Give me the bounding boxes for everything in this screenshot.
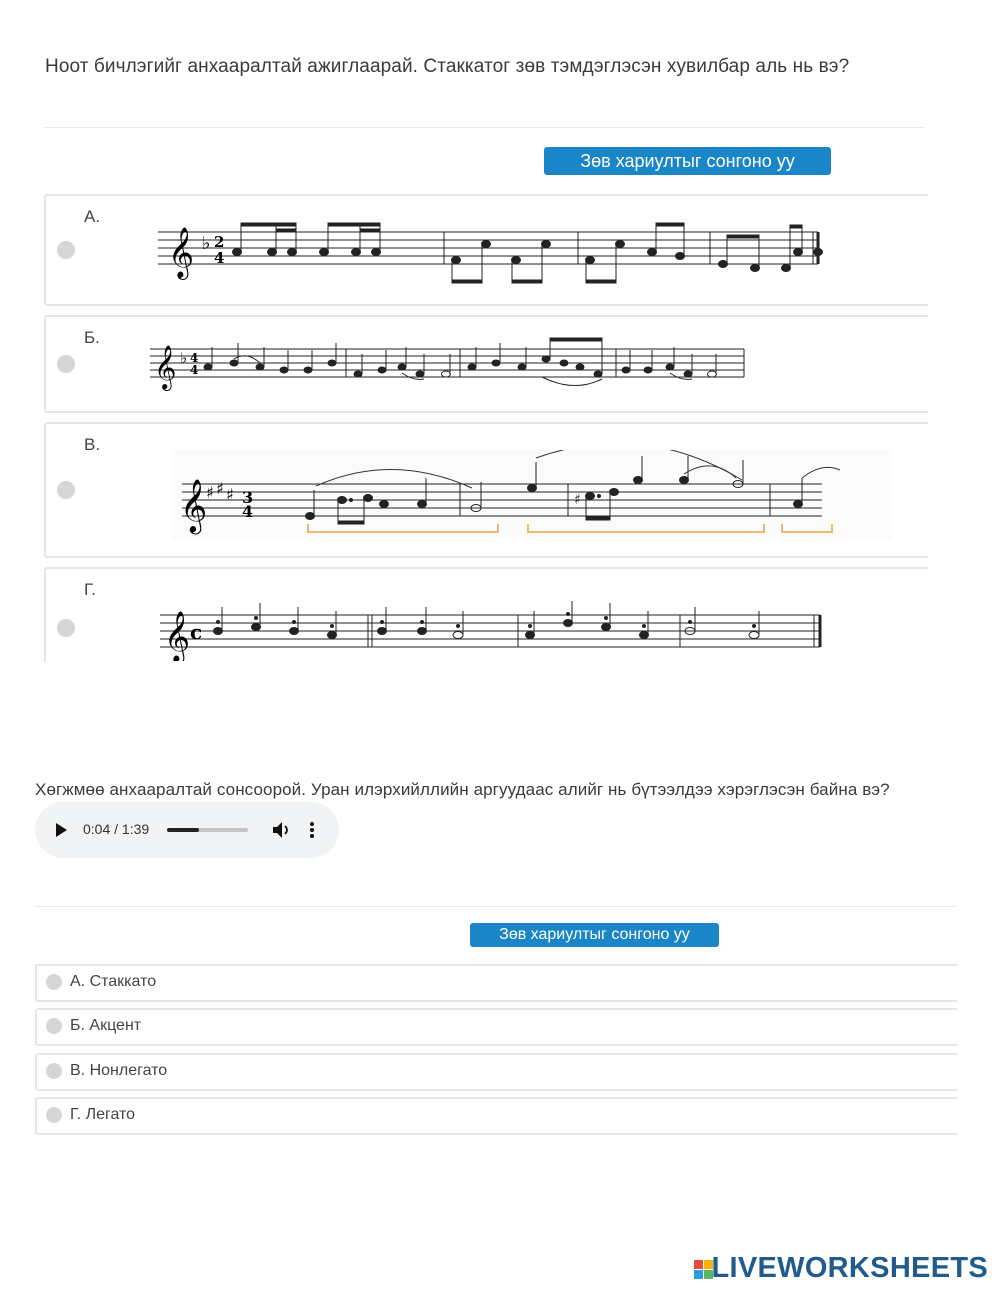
svg-text:♯: ♯ <box>226 485 234 504</box>
answer-a-radio[interactable] <box>46 974 62 990</box>
option-v-card[interactable] <box>44 422 928 558</box>
svg-text:4: 4 <box>190 363 199 377</box>
audio-player[interactable] <box>35 802 339 858</box>
answer-option-b[interactable] <box>35 1008 957 1046</box>
answer-option-a[interactable] <box>35 964 957 1002</box>
svg-text:𝄞: 𝄞 <box>154 345 177 389</box>
svg-text:2: 2 <box>214 233 225 251</box>
svg-text:3: 3 <box>242 488 254 507</box>
svg-text:𝄞: 𝄞 <box>180 478 208 532</box>
svg-text:♯: ♯ <box>574 492 581 508</box>
answer-v-label: В. Нонлегато <box>70 1062 168 1079</box>
option-b-letter: Б. <box>84 328 100 347</box>
svg-text:𝄞: 𝄞 <box>168 227 195 278</box>
more-options-icon[interactable] <box>309 821 315 839</box>
option-g-card[interactable] <box>44 567 928 663</box>
liveworksheets-logo[interactable]: LIVEWORKSHEETS <box>711 1252 988 1284</box>
option-b-radio[interactable] <box>57 355 75 373</box>
option-a-notation <box>158 218 878 288</box>
svg-text:𝄞: 𝄞 <box>164 611 191 661</box>
option-g-radio[interactable] <box>57 619 75 637</box>
answer-b-label: Б. Акцент <box>70 1017 142 1034</box>
answer-g-label: Г. Легато <box>70 1106 136 1123</box>
answer-option-v[interactable] <box>35 1053 957 1091</box>
audio-time: 0:04 / 1:39 <box>83 821 150 837</box>
svg-text:4: 4 <box>190 351 199 365</box>
option-a-letter: А. <box>84 207 101 226</box>
answer-v-radio[interactable] <box>46 1063 62 1079</box>
svg-text:c: c <box>190 620 203 644</box>
option-v-notation <box>172 450 892 540</box>
svg-text:4: 4 <box>214 249 225 267</box>
svg-text:4: 4 <box>242 502 254 521</box>
option-b-card[interactable] <box>44 315 928 413</box>
svg-text:♯: ♯ <box>216 479 224 498</box>
option-v-letter: В. <box>84 435 101 454</box>
answer-option-g[interactable] <box>35 1097 957 1135</box>
option-v-radio[interactable] <box>57 481 75 499</box>
answer-g-radio[interactable] <box>46 1107 62 1123</box>
audio-progress-fill <box>167 828 199 832</box>
answer-b-radio[interactable] <box>46 1018 62 1034</box>
option-a-radio[interactable] <box>57 241 75 259</box>
play-icon[interactable] <box>55 823 67 837</box>
answer-a-label: А. Стаккато <box>70 973 157 990</box>
option-b-notation <box>150 337 750 397</box>
option-a-card[interactable] <box>44 194 928 306</box>
svg-text:♭: ♭ <box>202 233 211 254</box>
svg-text:♯: ♯ <box>206 483 214 502</box>
divider <box>45 127 925 128</box>
audio-progress-track[interactable] <box>167 828 248 832</box>
volume-icon[interactable] <box>272 821 290 839</box>
divider-2 <box>35 906 955 907</box>
select-answer-button-2[interactable]: Зөв хариултыг сонгоно уу <box>470 923 719 947</box>
select-answer-button-1[interactable]: Зөв хариултыг сонгоно уу <box>544 147 831 175</box>
option-g-notation <box>160 601 880 661</box>
option-g-letter: Г. <box>84 580 96 599</box>
question-2-text: Хөгжмөө анхааралтай сонсоорой. Уран илэрхийллийн аргуудаас алийг нь бүтээлдээ хэрэглэсэн байна вэ? <box>35 780 890 799</box>
svg-text:♭: ♭ <box>180 349 188 367</box>
question-1-text: Ноот бичлэгийг анхааралтай ажиглаарай. Стаккатог зөв тэмдэглэсэн хувилбар аль нь вэ? <box>45 56 850 77</box>
